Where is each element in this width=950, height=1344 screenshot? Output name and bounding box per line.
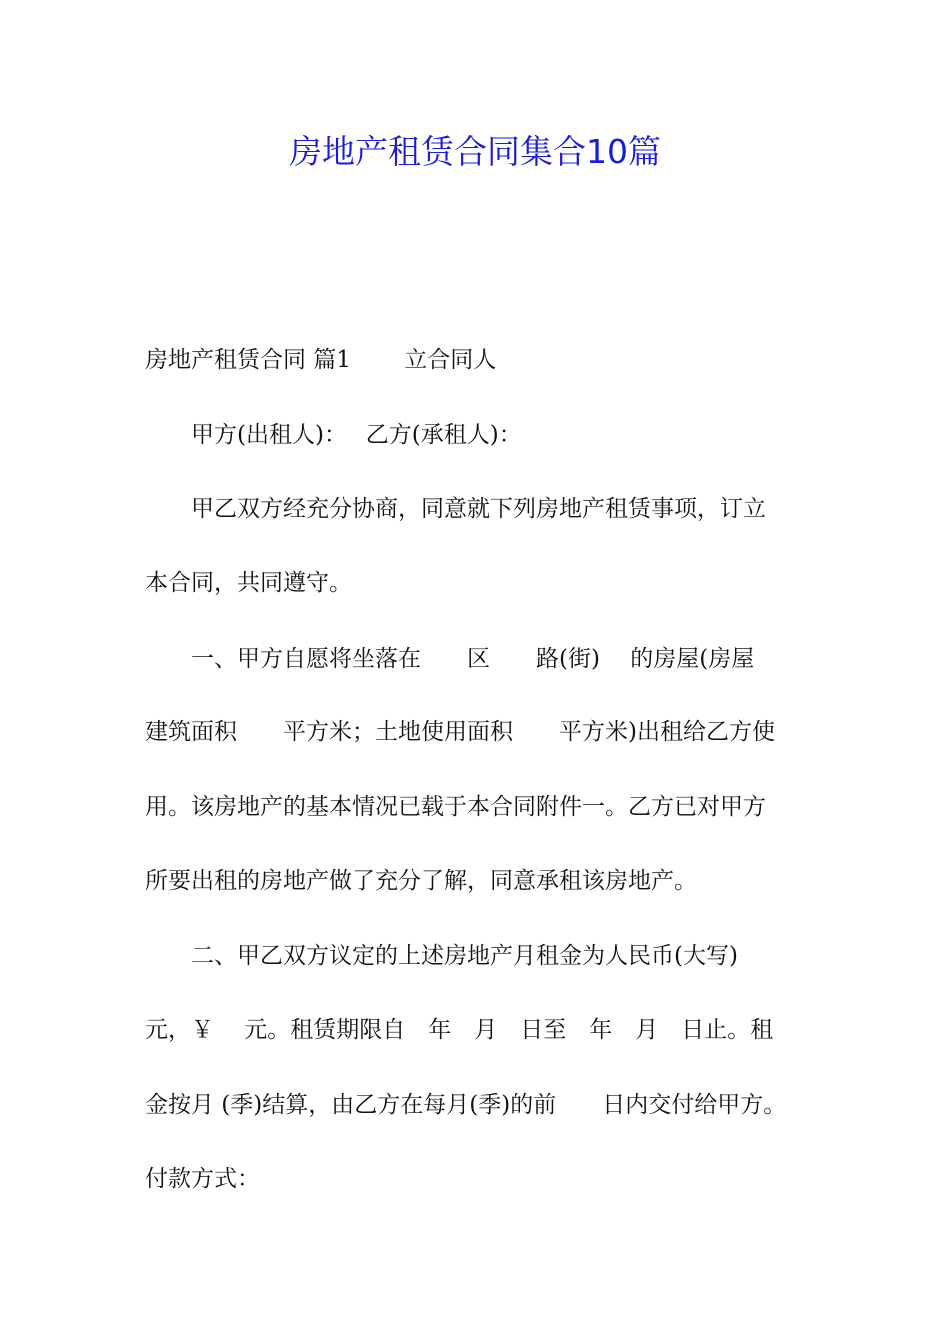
text-line: 用。该房地产的基本情况已载于本合同附件一。乙方已对甲方 [145,794,766,820]
text-line: 房地产租赁合同 篇1 立合同人 [145,347,497,373]
text-line: 本合同，共同遵守。 [145,570,352,596]
text-line: 建筑面积 平方米；土地使用面积 平方米)出租给乙方使 [145,719,775,745]
text-line: 付款方式： [145,1166,260,1192]
text-line: 甲方(出租人)： 乙方(承租人)： [145,422,522,448]
text-line: 元，￥ 元。租赁期限自 年 月 日至 年 月 日止。租 [145,1017,774,1043]
text-line: 甲乙双方经充分协商，同意就下列房地产租赁事项，订立 [145,496,766,522]
text-line: 二、甲乙双方议定的上述房地产月租金为人民币(大写) [145,943,738,969]
text-line: 一、甲方自愿将坐落在 区 路(街) 的房屋(房屋 [145,646,755,672]
text-line: 所要出租的房地产做了充分了解，同意承租该房地产。 [145,868,697,894]
text-line: 金按月 (季)结算，由乙方在每月(季)的前 日内交付给甲方。 [145,1092,787,1118]
document-title: 房地产租赁合同集合10篇 [289,132,661,171]
